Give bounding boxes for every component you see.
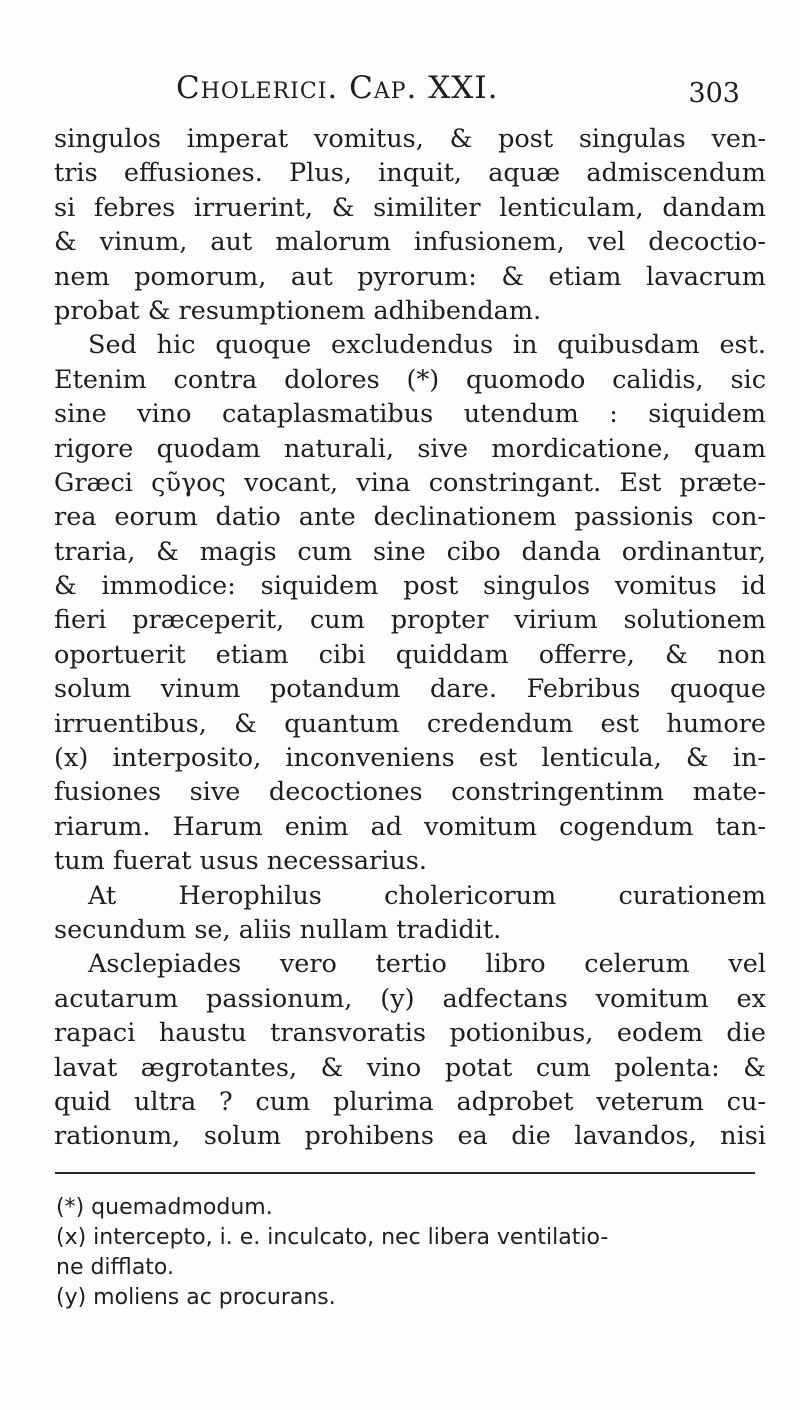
main-text <box>54 122 766 1154</box>
running-title: Cholerici. Cap. XXI. <box>176 70 499 106</box>
text-line: rea eorum datio ante declinationem passionis con- <box>54 502 766 533</box>
text-line: secundum se, aliis nullam tradidit. <box>54 914 502 945</box>
text-line: probat & resumptionem adhibendam. <box>54 295 542 326</box>
page-number: 303 <box>688 78 740 109</box>
footnote-line: (x) intercepto, i. e. inculcato, nec libera ventilatio- <box>56 1225 609 1250</box>
text-line: Etenim contra dolores (*) quomodo calidis, sic <box>54 364 766 395</box>
text-line: singulos imperat vomitus, & post singulas ven- <box>54 124 766 154</box>
text-line: Græci ςῦγος vocant, vina constringant. Est præte- <box>54 467 766 498</box>
text-line: Sed hic quoque excludendus in quibusdam est. <box>88 330 766 361</box>
text-line: (x) interposito, inconveniens est lenticula, & in- <box>54 743 766 774</box>
footnotes <box>56 1193 756 1313</box>
text-line: tris effusiones. Plus, inquit, aquæ admiscendum <box>54 158 766 189</box>
page-header <box>60 70 750 114</box>
text-line: quid ultra ? cum plurima adprobet veterum cu- <box>54 1086 766 1117</box>
text-line: traria, & magis cum sine cibo danda ordinantur, <box>54 536 766 567</box>
text-line: tum fuerat usus necessarius. <box>54 846 427 877</box>
text-line: acutarum passionum, (y) adfectans vomitum ex <box>54 983 766 1014</box>
text-line: oportuerit etiam cibi quiddam offerre, & non <box>54 639 766 670</box>
text-line: At Herophilus cholericorum curationem <box>88 880 766 911</box>
text-line: & immodice: siquidem post singulos vomitus id <box>54 571 766 602</box>
text-line: & vinum, aut malorum infusionem, vel decoctio- <box>54 227 766 258</box>
text-line: nem pomorum, aut pyrorum: & etiam lavacrum <box>54 261 766 292</box>
text-line: rapaci haustu transvoratis potionibus, eodem die <box>54 1018 766 1049</box>
text-line: lavat ægrotantes, & vino potat cum polenta: & <box>54 1052 766 1083</box>
text-line: sine vino cataplasmatibus utendum : siquidem <box>54 399 766 430</box>
footnote-line: (*) quemadmodum. <box>56 1195 273 1220</box>
text-line: si febres irruerint, & similiter lenticulam, dandam <box>54 192 766 223</box>
text-line: rigore quodam naturali, sive mordicatione, quam <box>54 433 766 464</box>
text-line: irruentibus, & quantum credendum est humore <box>54 708 766 739</box>
text-line: rationum, solum prohibens ea die lavandos, nisi <box>54 1121 766 1152</box>
footnote-divider <box>55 1172 755 1174</box>
text-line: Asclepiades vero tertio libro celerum vel <box>88 949 766 980</box>
footnote-line: ne difflato. <box>56 1255 174 1280</box>
text-line: fusiones sive decoctiones constringentinm mate- <box>54 777 766 808</box>
text-line: fieri præceperit, cum propter virium solutionem <box>54 605 766 636</box>
text-line: solum vinum potandum dare. Febribus quoque <box>54 674 766 705</box>
footnote-line: (y) moliens ac procurans. <box>56 1285 336 1310</box>
text-line: riarum. Harum enim ad vomitum cogendum tan- <box>54 811 766 842</box>
